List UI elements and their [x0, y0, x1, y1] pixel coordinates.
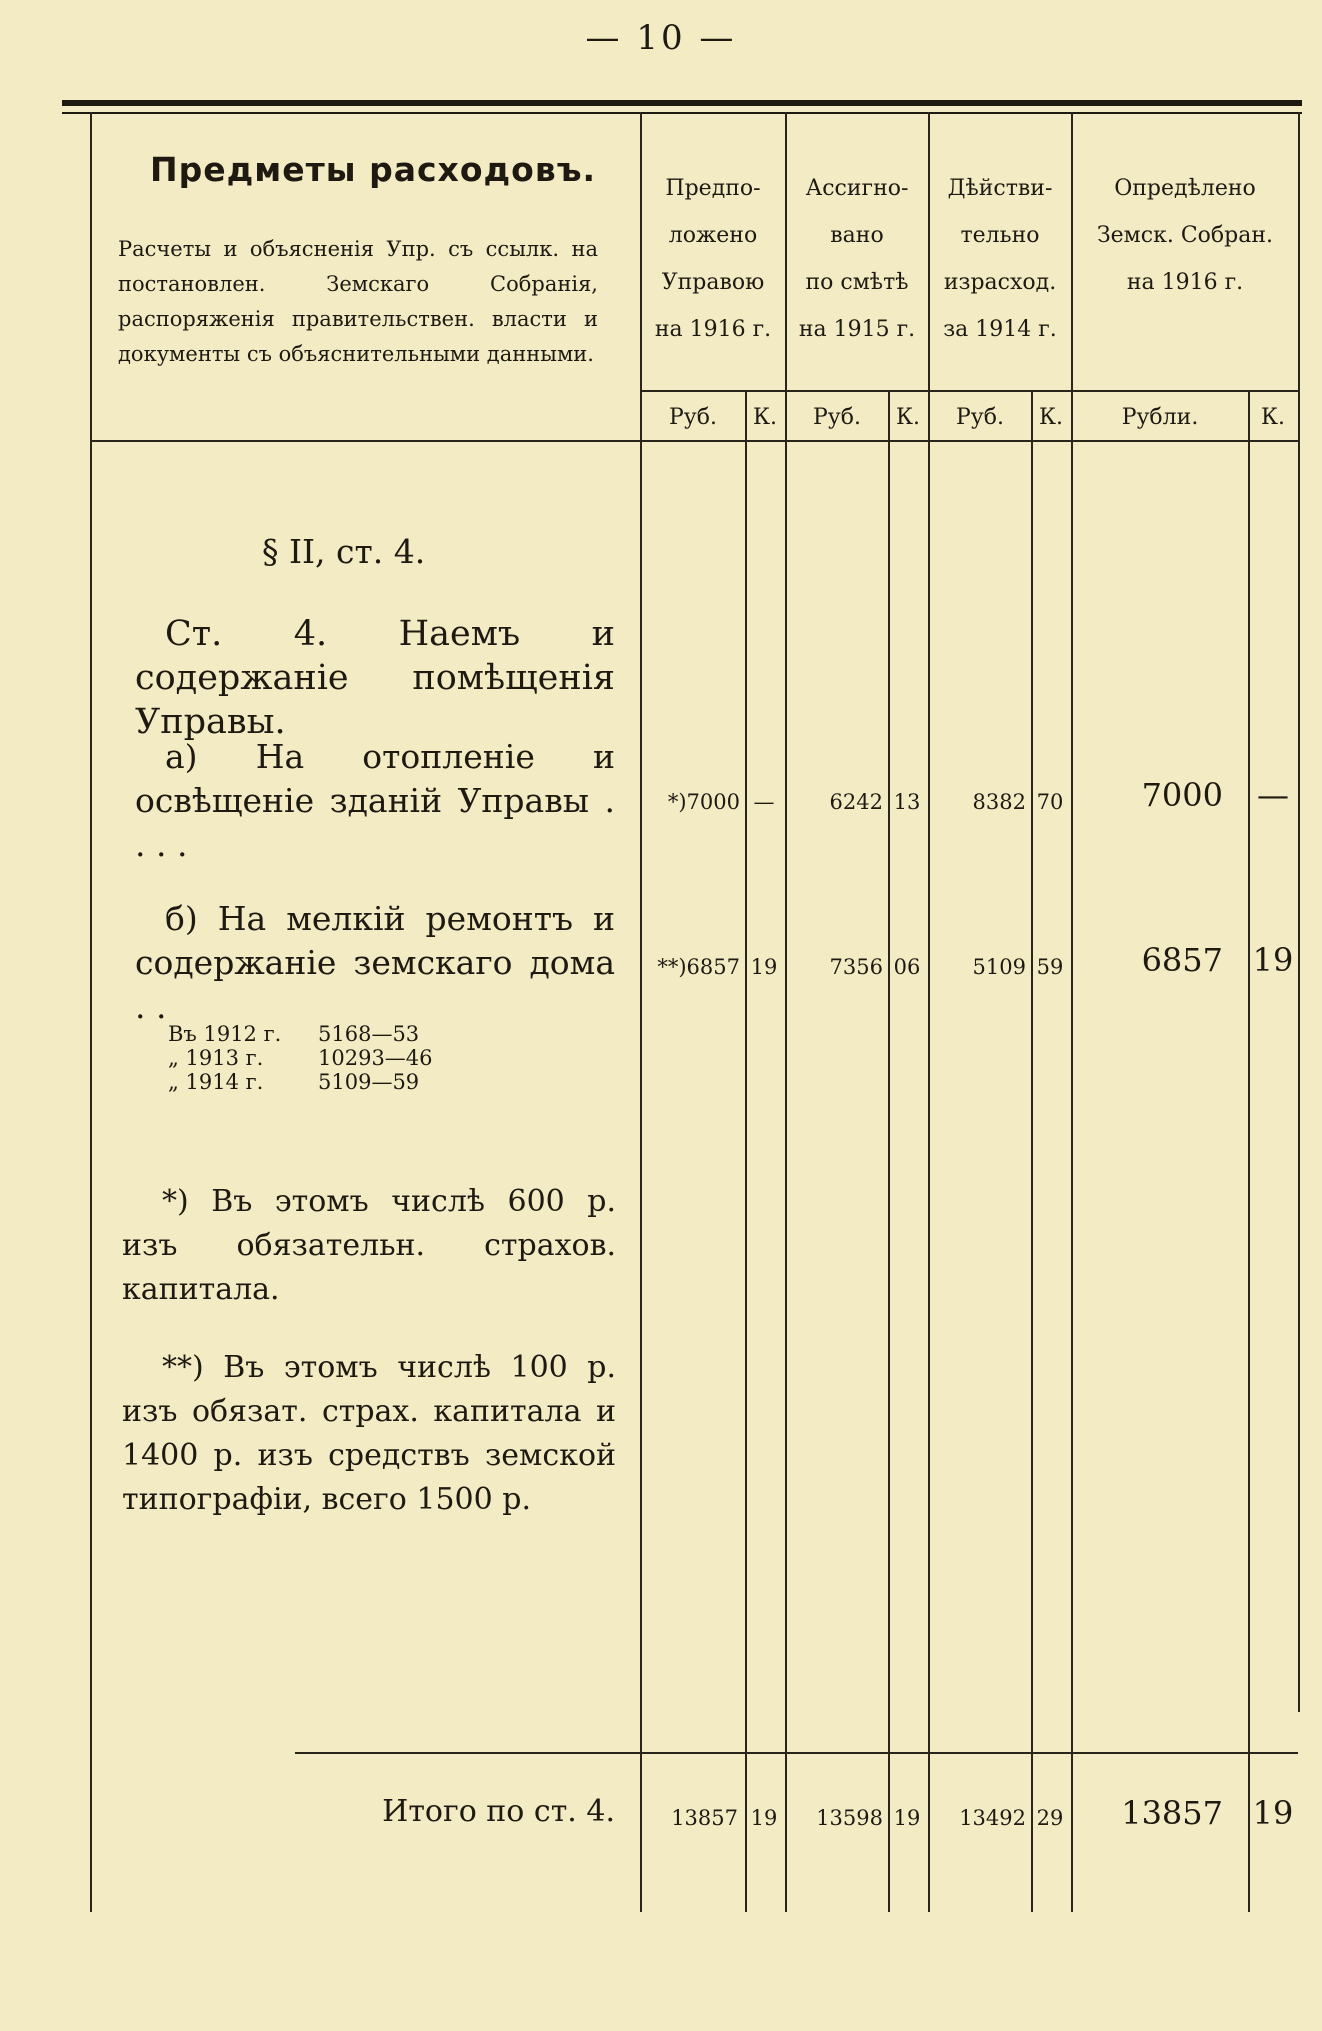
divider-col1 — [785, 112, 787, 1912]
total-spent-kop: 29 — [1036, 1806, 1064, 1830]
total-proposed-kop: 19 — [750, 1806, 778, 1830]
col-header-proposed: Предпо- ложено Управою на 1916 г. — [654, 176, 772, 342]
unit-rub-3: Руб. — [956, 405, 1004, 430]
unit-kop-4: К. — [1260, 405, 1286, 430]
year-row: „ 1913 г. 10293—46 — [168, 1046, 433, 1070]
item-a-spent-kop: 70 — [1036, 790, 1064, 814]
item-a-determined-rub: 7000 — [1141, 776, 1223, 814]
item-a-spent-rub: 8382 — [972, 790, 1026, 814]
col-header-spent: Дѣйстви- тельно израсход. за 1914 г. — [943, 176, 1057, 342]
total-assigned-rub: 13598 — [816, 1806, 883, 1830]
total-rule — [295, 1752, 1298, 1754]
divider-col4-kop — [1248, 390, 1250, 1912]
item-label-b: б) На мелкій ремонтъ и содержаніе земскаго дома . . — [135, 899, 615, 1026]
divider-col3-kop — [1031, 390, 1033, 1912]
item-a-proposed-kop: — — [753, 790, 775, 814]
header-bottom-rule — [90, 440, 1298, 442]
item-a-assigned-kop: 13 — [893, 790, 921, 814]
year-row: Въ 1912 г. 5168—53 — [168, 1022, 420, 1046]
item-b-assigned-rub: 7356 — [829, 955, 883, 979]
years-list — [168, 1022, 508, 1094]
total-determined-rub: 13857 — [1121, 1794, 1223, 1832]
divider-col2-kop — [888, 390, 890, 1912]
col-header-assigned: Ассигно- вано по смѣтѣ на 1915 г. — [798, 176, 916, 342]
footnote-2: **) Въ этомъ числѣ 100 р. изъ обязат. страх. капитала и 1400 р. изъ средствъ земской типографіи, всего 1500 р. — [122, 1350, 616, 1517]
top-rule-thin — [62, 112, 1302, 114]
item-b-proposed-rub: **)6857 — [657, 955, 740, 979]
total-label: Итого по ст. 4. — [382, 1794, 615, 1829]
top-rule — [62, 100, 1302, 106]
unit-kop-3: К. — [1038, 405, 1064, 430]
divider-col1-kop — [745, 390, 747, 1912]
unit-rubli-4: Рубли. — [1121, 405, 1199, 430]
total-assigned-kop: 19 — [893, 1806, 921, 1830]
divider-col3 — [1071, 112, 1073, 1912]
page-number: — 10 — — [585, 18, 737, 58]
unit-rub-2: Руб. — [813, 405, 861, 430]
footnote-1: *) Въ этомъ числѣ 600 р. изъ обязательн. страхов. капитала. — [122, 1184, 616, 1307]
divider-desc — [640, 112, 642, 1912]
header-subtitle: Расчеты и объясненія Упр. съ ссылк. на постановлен. Земскаго Собранія, распоряженія правительствен. власти и документы съ объяснительными данными. — [118, 237, 598, 366]
section-heading: § II, ст. 4. — [262, 532, 426, 571]
item-b-spent-kop: 59 — [1036, 955, 1064, 979]
unit-rub-1: Руб. — [669, 405, 717, 430]
year-row: „ 1914 г. 5109—59 — [168, 1070, 420, 1094]
item-b-proposed-kop: 19 — [750, 955, 778, 979]
units-top-rule — [640, 390, 1298, 392]
item-b-assigned-kop: 06 — [893, 955, 921, 979]
total-spent-rub: 13492 — [959, 1806, 1026, 1830]
unit-kop-2: К. — [895, 405, 921, 430]
col-header-determined: Опредѣлено Земск. Собран. на 1916 г. — [1096, 176, 1274, 295]
header-title: Предметы расходовъ. — [150, 150, 597, 189]
unit-kop-1: К. — [752, 405, 778, 430]
frame-left — [90, 112, 92, 1912]
item-label-a: а) На отопленіе и освѣщеніе зданій Управы . . . . — [135, 737, 615, 864]
divider-col2 — [928, 112, 930, 1912]
total-proposed-rub: 13857 — [671, 1806, 738, 1830]
item-a-determined-kop: — — [1257, 776, 1289, 814]
total-determined-kop: 19 — [1252, 1794, 1294, 1832]
frame-right — [1298, 112, 1300, 1712]
item-b-determined-kop: 19 — [1252, 941, 1294, 979]
article-title: Ст. 4. Наемъ и содержаніе помѣщенія Управы. — [135, 614, 615, 742]
item-b-determined-rub: 6857 — [1141, 941, 1223, 979]
item-a-assigned-rub: 6242 — [829, 790, 883, 814]
item-b-spent-rub: 5109 — [972, 955, 1026, 979]
item-a-proposed-rub: *)7000 — [667, 790, 740, 814]
